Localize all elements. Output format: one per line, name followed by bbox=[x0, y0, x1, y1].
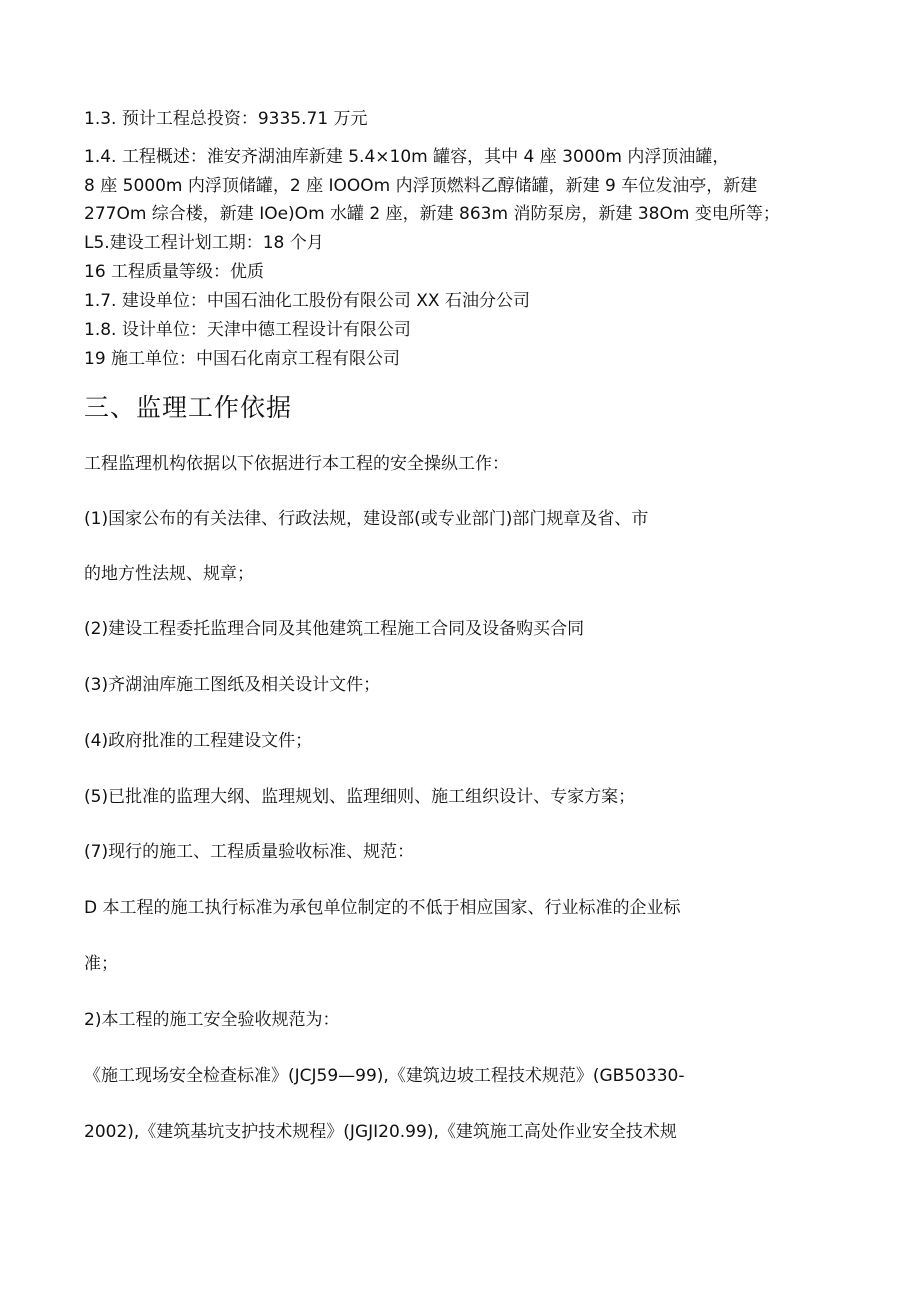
basis-item-2: (2)建设工程委托监理合同及其他建筑工程施工合同及设备购买合同 bbox=[84, 619, 585, 639]
project-contractor-line: 19 施工单位：中国石化南京工程有限公司 bbox=[84, 349, 401, 369]
project-investment-line: 1.3. 预计工程总投资：9335.71 万元 bbox=[84, 109, 368, 129]
sub-item-1-line-2: 准； bbox=[84, 954, 118, 974]
project-designer-line: 1.8. 设计单位：天津中德工程设计有限公司 bbox=[84, 320, 411, 340]
section-intro: 工程监理机构依据以下依据进行本工程的安全操纵工作： bbox=[84, 454, 509, 474]
sub-item-1-line-1: D 本工程的施工执行标准为承包单位制定的不低于相应国家、行业标准的企业标 bbox=[84, 898, 681, 918]
basis-item-4: (4)政府批准的工程建设文件； bbox=[84, 731, 313, 751]
project-quality-line: 16 工程质量等级：优质 bbox=[84, 262, 265, 282]
basis-item-3: (3)齐湖油库施工图纸及相关设计文件； bbox=[84, 675, 381, 695]
project-duration-line: L5.建设工程计划工期：18 个月 bbox=[84, 233, 324, 253]
basis-item-1-line-2: 的地方性法规、规章； bbox=[84, 564, 254, 584]
project-overview-line-3: 277Om 综合楼，新建 IOe)Om 水罐 2 座，新建 863m 消防泵房，新建 38Om 变电所等； bbox=[84, 204, 780, 224]
section-heading: 三、监理工作依据 bbox=[84, 393, 293, 422]
standards-line-2: 2002),《建筑基坑支护技术规程》(JGJI20.99),《建筑施工高处作业安全技术规 bbox=[84, 1122, 677, 1142]
project-owner-line: 1.7. 建设单位：中国石油化工股份有限公司 XX 石油分公司 bbox=[84, 291, 530, 311]
project-overview-line-1: 1.4. 工程概述：淮安齐湖油库新建 5.4×10m 罐容，其中 4 座 3000m 内浮顶油罐， bbox=[84, 147, 730, 167]
sub-item-2: 2)本工程的施工安全验收规范为： bbox=[84, 1010, 340, 1030]
basis-item-1-line-1: (1)国家公布的有关法律、行政法规，建设部(或专业部门)部门规章及省、市 bbox=[84, 509, 649, 529]
basis-item-7: (7)现行的施工、工程质量验收标准、规范： bbox=[84, 842, 415, 862]
project-overview-line-2: 8 座 5000m 内浮顶储罐，2 座 IOOOm 内浮顶燃料乙醇储罐，新建 9 车位发油亭，新建 bbox=[84, 176, 758, 196]
standards-line-1: 《施工现场安全检查标准》(JCJ59—99),《建筑边坡工程技术规范》(GB50330- bbox=[84, 1066, 685, 1086]
basis-item-5: (5)已批准的监理大纲、监理规划、监理细则、施工组织设计、专家方案； bbox=[84, 787, 636, 807]
